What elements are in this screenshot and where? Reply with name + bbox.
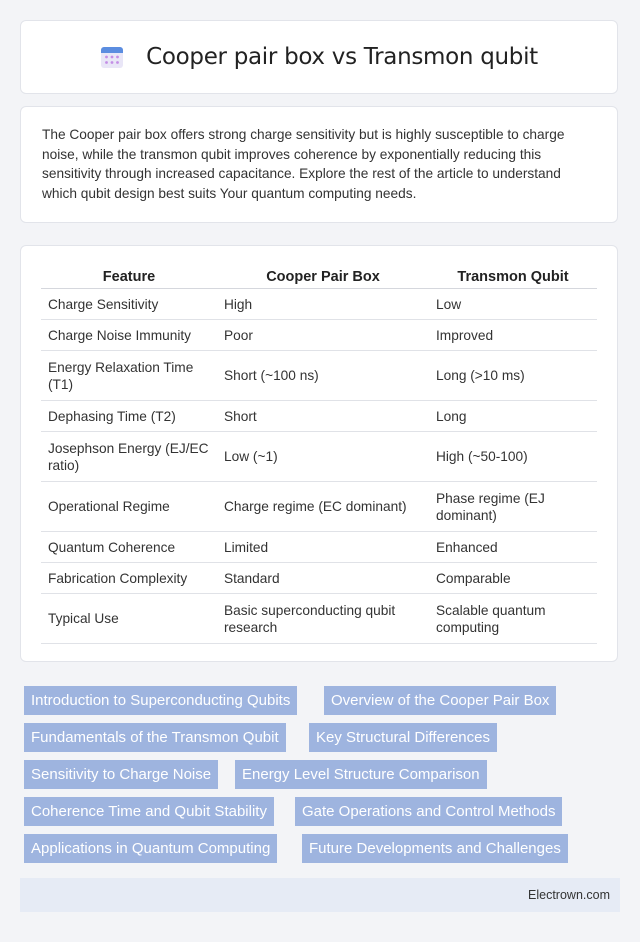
table-cell: Operational Regime: [41, 482, 217, 532]
tag-future-developments-and-challenges[interactable]: Future Developments and Challenges: [302, 834, 568, 863]
intro-card: [20, 106, 618, 223]
table-cell: Low (~1): [217, 432, 429, 482]
tag-applications-in-quantum-computing[interactable]: Applications in Quantum Computing: [24, 834, 277, 863]
comparison-table: [41, 265, 597, 644]
table-cell: Phase regime (EJ dominant): [429, 482, 597, 532]
table-cell: Long (>10 ms): [429, 351, 597, 401]
table-cell: Dephasing Time (T2): [41, 401, 217, 432]
table-row: [41, 320, 597, 351]
table-cell: Limited: [217, 532, 429, 563]
table-cell: Standard: [217, 563, 429, 594]
table-cell: Poor: [217, 320, 429, 351]
page-title: Cooper pair box vs Transmon qubit: [146, 44, 538, 70]
footer-site-name: Electrown.com: [528, 888, 610, 902]
table-row: [41, 594, 597, 644]
table-cell: Quantum Coherence: [41, 532, 217, 563]
table-cell: Fabrication Complexity: [41, 563, 217, 594]
table-row: [41, 401, 597, 432]
column-header-cooper-pair-box: Cooper Pair Box: [217, 265, 429, 289]
table-row: [41, 532, 597, 563]
column-header-transmon-qubit: Transmon Qubit: [429, 265, 597, 289]
table-cell: Comparable: [429, 563, 597, 594]
table-cell: Low: [429, 289, 597, 320]
tag-energy-level-structure-comparison[interactable]: Energy Level Structure Comparison: [235, 760, 487, 789]
table-cell: Charge Noise Immunity: [41, 320, 217, 351]
column-header-feature: Feature: [41, 265, 217, 289]
table-cell: Short: [217, 401, 429, 432]
table-cell: Josephson Energy (EJ/EC ratio): [41, 432, 217, 482]
comparison-table-card: [20, 245, 618, 662]
tag-key-structural-differences[interactable]: Key Structural Differences: [309, 723, 497, 752]
calendar-icon: [100, 45, 124, 69]
tag-gate-operations-and-control-methods[interactable]: Gate Operations and Control Methods: [295, 797, 562, 826]
table-cell: Enhanced: [429, 532, 597, 563]
tag-sensitivity-to-charge-noise[interactable]: Sensitivity to Charge Noise: [24, 760, 218, 789]
table-header-row: [41, 265, 597, 289]
table-cell: Improved: [429, 320, 597, 351]
table-cell: Scalable quantum computing: [429, 594, 597, 644]
tag-fundamentals-of-transmon-qubit[interactable]: Fundamentals of the Transmon Qubit: [24, 723, 286, 752]
table-cell: Energy Relaxation Time (T1): [41, 351, 217, 401]
table-row: [41, 482, 597, 532]
intro-text: The Cooper pair box offers strong charge sensitivity but is highly susceptible to charge noise, while the transmon qubit improves coherence by exponentially reducing this sensitivity through increased capacitance. Explore the rest of the article to understand which qubit design best suits Your quantum computing needs.: [42, 127, 565, 201]
table-cell: Typical Use: [41, 594, 217, 644]
table-cell: Long: [429, 401, 597, 432]
table-row: [41, 563, 597, 594]
tag-coherence-time-and-qubit-stability[interactable]: Coherence Time and Qubit Stability: [24, 797, 274, 826]
table-cell: High: [217, 289, 429, 320]
table-cell: Charge regime (EC dominant): [217, 482, 429, 532]
table-row: [41, 432, 597, 482]
footer: [20, 878, 620, 912]
table-row: [41, 351, 597, 401]
table-cell: Charge Sensitivity: [41, 289, 217, 320]
table-cell: Basic superconducting qubit research: [217, 594, 429, 644]
tag-introduction-to-superconducting-qubits[interactable]: Introduction to Superconducting Qubits: [24, 686, 297, 715]
table-row: [41, 289, 597, 320]
tag-overview-of-cooper-pair-box[interactable]: Overview of the Cooper Pair Box: [324, 686, 556, 715]
title-card: [20, 20, 618, 94]
table-cell: High (~50-100): [429, 432, 597, 482]
table-cell: Short (~100 ns): [217, 351, 429, 401]
